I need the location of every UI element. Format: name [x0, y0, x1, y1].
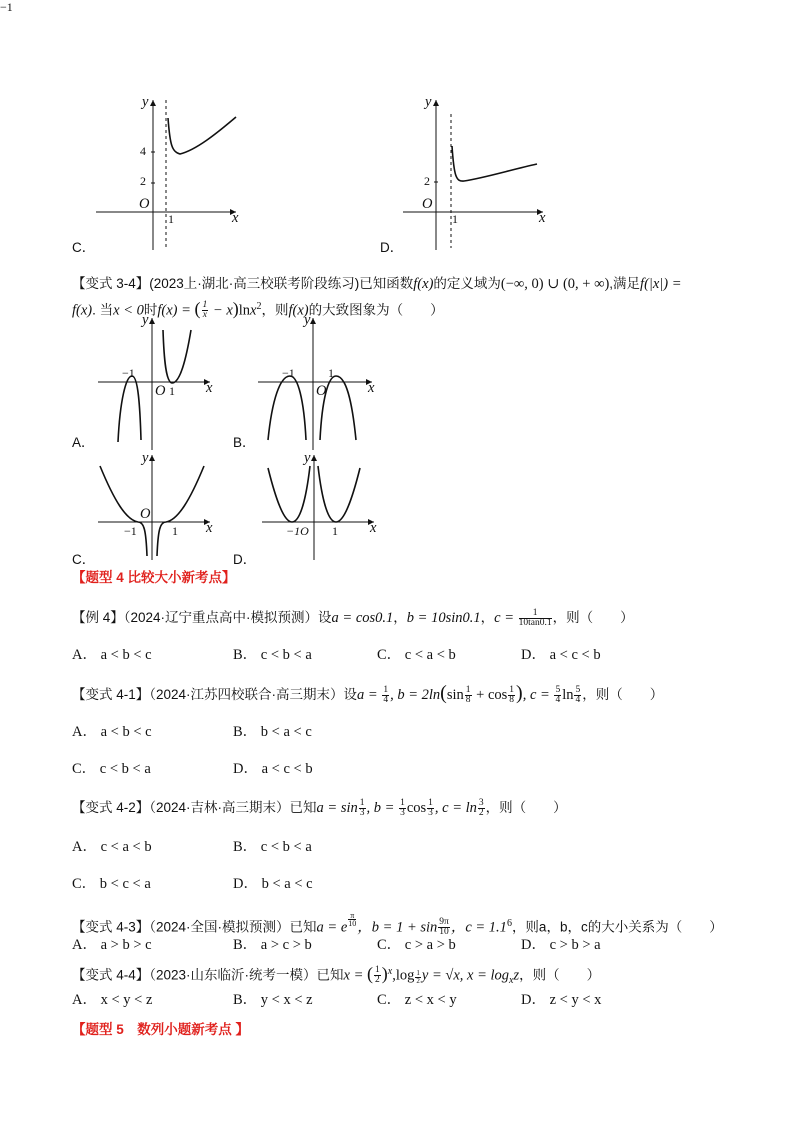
- v34-frac-den: x: [202, 310, 208, 321]
- v34a-x: x: [206, 380, 213, 396]
- v43-a-exp: [348, 912, 356, 927]
- v44-end: ，则（ ）: [519, 967, 601, 983]
- v41-a-den: 4: [383, 694, 389, 705]
- v43-c-exp: 6: [506, 918, 512, 929]
- ex4-source: （2024·辽宁重点高中·模拟预测）设: [123, 610, 332, 625]
- ex4-tag: 【例 4】: [72, 610, 124, 625]
- ex4-end: ，则（ ）: [552, 610, 634, 625]
- v41-question: 【变式 4-1】（2024·江苏四校联合·高三期末）设a = $\frac{1}{4}$ , b = 2ln(sin $\frac{1}{8}$ + cos $\frac{1}{8}$ ), c = $\frac{5}{4}$ ln $\frac{5}{4}$ ，则（ ）: [72, 682, 664, 705]
- graph-d-x-label: x: [539, 210, 546, 226]
- v34-text2: 的定义域为: [433, 276, 501, 291]
- graph-d-origin: O: [422, 196, 433, 212]
- v34-label-a: A．: [72, 435, 95, 450]
- type4-title: 【题型 4 比较大小新考点】: [72, 570, 236, 585]
- graph-d-tick-2: 2: [424, 174, 430, 188]
- v42-source: （2024·吉林·高三期末）已知: [149, 800, 317, 815]
- v42-option-d[interactable]: D． b < a < c: [233, 876, 313, 892]
- v34-x2: x: [250, 302, 257, 319]
- graph-d-y-label: y: [425, 94, 432, 110]
- v43-option-d[interactable]: D． c > b > a: [521, 937, 601, 953]
- v41-a-frac: [382, 686, 389, 705]
- v41-c-num1: 1: [509, 684, 515, 695]
- v41-c-den1: 8: [509, 694, 515, 705]
- v41-c-pre: , c =: [522, 687, 554, 703]
- option-d-label: D．: [380, 240, 404, 255]
- v43-a-exp-num: π: [350, 911, 355, 920]
- graph-c-y-label: y: [142, 94, 149, 110]
- ex4-c-den: 10tan0.1: [518, 617, 552, 628]
- v41-ln: ln: [562, 687, 574, 703]
- v44-x-den: 2: [375, 975, 380, 986]
- v34c-o: O: [140, 506, 151, 522]
- v44-log-den: 2: [416, 977, 420, 986]
- v41-c-num2: 5: [555, 684, 561, 695]
- v41-c-frac3: [574, 686, 581, 705]
- v44-question: 【变式 4-4】（2023·山东临沂·统考一模）已知x = ( $\frac{1}{2}$ )$^x$,log $_{\frac{1}{2}}$ y = √x, $x = \log_xz$，则（ ）: [72, 963, 601, 987]
- v41-b-pre: , b = 2ln: [390, 687, 441, 703]
- ex4-c-pre: c =: [494, 610, 518, 626]
- v41-tag: 【变式 4-1】: [72, 687, 150, 702]
- type5-title: 【题型 5 数列小题新考点 】: [72, 1022, 250, 1037]
- v34a-o: O: [155, 383, 166, 399]
- v34-xlt0: x < 0: [113, 302, 144, 319]
- v34a-neg1: −1: [0, 0, 13, 14]
- v44-log-num: 1: [416, 969, 420, 978]
- v41-option-c[interactable]: C． c < b < a: [72, 761, 151, 777]
- v34-frac-num: 1: [202, 300, 208, 311]
- v43-option-b[interactable]: B． a > c > b: [233, 937, 312, 953]
- v34-paren-open: (: [194, 298, 201, 319]
- v34-text3b: ，则: [261, 302, 289, 318]
- v41-c-frac2: [554, 686, 561, 705]
- v41-c-den3: 4: [575, 694, 581, 705]
- v42-n2: 1: [400, 797, 405, 808]
- v42-f4: [478, 799, 485, 818]
- v44-x-exp: x: [387, 966, 393, 977]
- ex4-option-d[interactable]: D． a < c < b: [521, 647, 601, 663]
- v34-paren-close: ): [232, 298, 239, 319]
- v41-end: ，则（ ）: [582, 687, 664, 702]
- v34c-one: 1: [172, 524, 178, 538]
- ex4-a: a = cos0.1: [331, 610, 394, 626]
- v42-d3: 3: [428, 807, 433, 818]
- v42-option-b[interactable]: B． c < b < a: [233, 839, 312, 855]
- v41-option-a[interactable]: A． a < b < c: [72, 724, 152, 740]
- v42-n1: 1: [359, 797, 365, 808]
- v42-d2: 3: [400, 807, 405, 818]
- v41-a-num: 1: [383, 684, 389, 695]
- v34a-neg1-label: −1: [122, 366, 135, 380]
- v41-s-den: 8: [465, 694, 471, 705]
- v41-option-b[interactable]: B． b < a < c: [233, 724, 312, 740]
- v42-a-pre: a = sin: [316, 800, 358, 816]
- v44-log-sub: x: [509, 975, 514, 987]
- v41-sin: sin: [446, 687, 464, 703]
- option-c-label: C．: [72, 240, 96, 255]
- v34d-x: x: [370, 520, 377, 536]
- v34-ln: ln: [238, 302, 251, 319]
- v34-tag: 【变式 3-4】: [72, 276, 150, 291]
- graph-c-x-label: x: [232, 210, 239, 226]
- v34-sup2: 2: [256, 301, 262, 312]
- v43-a-pre: a = e: [316, 919, 348, 936]
- v34-label-c: C．: [72, 552, 96, 567]
- v42-option-a[interactable]: A． c < a < b: [72, 839, 152, 855]
- ex4-option-a[interactable]: A． a < b < c: [72, 647, 152, 663]
- v42-d4: 2: [478, 807, 484, 818]
- v41-s-num: 1: [465, 684, 471, 695]
- v42-cos: cos: [406, 800, 427, 816]
- v43-c: ，c = 1.1: [450, 919, 507, 936]
- v34-label-b: B．: [233, 435, 256, 450]
- v42-n3: 1: [428, 797, 433, 808]
- v34b-o: O: [316, 383, 327, 399]
- v44-tag: 【变式 4-4】: [72, 967, 150, 983]
- v34d-y: y: [304, 450, 311, 466]
- v34c-neg1: −1: [124, 524, 137, 538]
- v43-option-a[interactable]: A． a > b > c: [72, 937, 152, 953]
- v34-minus-x: − x: [209, 302, 233, 319]
- v42-n4: 3: [478, 797, 484, 808]
- v43-tag: 【变式 4-3】: [72, 919, 150, 935]
- v34-line2-text2: 时: [143, 302, 158, 318]
- graph-c-tick-2: 2: [140, 174, 146, 188]
- v42-tag: 【变式 4-2】: [72, 800, 150, 815]
- v34b-x: x: [368, 380, 375, 396]
- v34b-y: y: [304, 312, 311, 328]
- graph-c-tick-4: 4: [140, 144, 146, 158]
- v41-source: （2024·江苏四校联合·高三期末）设: [149, 687, 358, 702]
- v44-log-base: [415, 970, 421, 985]
- ex4-b: b = 10sin0.1: [406, 610, 481, 626]
- v44-log-post: y = √x, x = log: [421, 967, 510, 984]
- v42-c-pre: , c = ln: [434, 800, 477, 816]
- v44-source: （2023·山东临沂·统考一模）已知: [149, 967, 344, 983]
- v42-option-c[interactable]: C． b < c < a: [72, 876, 151, 892]
- v34-fx: f(x): [413, 276, 434, 292]
- v34-fx-eq: f(x) =: [157, 302, 195, 319]
- v34a-y: y: [142, 312, 149, 328]
- v43-b-num: 9π: [439, 917, 449, 928]
- graph-c-origin: O: [139, 196, 150, 212]
- v41-s-frac: [465, 686, 472, 705]
- v43-end: ，则a，b，c的大小关系为（ ）: [511, 919, 723, 935]
- v34-source: (2023上·湖北·高三校联考阶段练习): [149, 276, 360, 291]
- v41-a-pre: a =: [357, 687, 382, 703]
- v42-end: ，则（ ）: [485, 800, 567, 815]
- v34d-neg1o: −1O: [286, 524, 309, 538]
- v43-option-c[interactable]: C． c > a > b: [377, 937, 456, 953]
- v43-b-den: 10: [439, 927, 449, 938]
- graph-d-tick-1: 1: [452, 212, 458, 226]
- v43-source: （2024·全国·模拟预测）已知: [149, 919, 317, 935]
- v44-option-a[interactable]: A． x < y < z: [72, 992, 153, 1008]
- v34-line2-text1: . 当: [92, 302, 114, 318]
- v44-option-d[interactable]: D． z < y < x: [521, 992, 602, 1008]
- v34-cond: f(|x|) =: [640, 276, 682, 292]
- v44-log-pre: ,log: [392, 967, 415, 984]
- v34c-y: y: [142, 450, 149, 466]
- v44-option-b[interactable]: B． y < x < z: [233, 992, 313, 1008]
- v34-label-d: D．: [233, 552, 257, 567]
- v34-fx2: f(x): [288, 302, 309, 319]
- graph-c-tick-1: 1: [168, 212, 174, 226]
- v44-x-frac: [374, 966, 381, 985]
- v42-b-pre: , b =: [366, 800, 399, 816]
- ex4-question: 【例 4】（2024·辽宁重点高中·模拟预测）设a = cos0.1，b = 10sin0.1，c = $\frac{1}{10\tan 0.1}$ ，则（ ）: [72, 607, 634, 628]
- v34-domain: (−∞, 0) ∪ (0, + ∞): [500, 276, 610, 292]
- v43-question: [72, 912, 723, 938]
- v44-x-pre: x =: [343, 967, 368, 984]
- v41-plus: + cos: [472, 687, 508, 703]
- v34-line2-fx: f(x): [72, 302, 93, 319]
- v34-text4: 的大致图象为（ ）: [308, 302, 444, 318]
- v34b-one: 1: [328, 366, 334, 380]
- v42-question: [72, 798, 567, 818]
- v43-b-pre: ，b = 1 + sin: [357, 919, 438, 936]
- ex4-c-frac: [519, 609, 552, 628]
- v34-text3: ,满足: [609, 276, 641, 291]
- v44-option-c[interactable]: C． z < x < y: [377, 992, 457, 1008]
- ex4-option-c[interactable]: C． c < a < b: [377, 647, 456, 663]
- v42-f3: [427, 799, 434, 818]
- v34b-neg1: −1: [282, 366, 295, 380]
- v44-log-end: z: [513, 967, 520, 984]
- v42-f2: [399, 799, 406, 818]
- v41-option-d[interactable]: D． a < c < b: [233, 761, 313, 777]
- v34d-one: 1: [332, 524, 338, 538]
- v43-a-exp-den: 10: [348, 919, 357, 928]
- v34c-x: x: [206, 520, 213, 536]
- v34-text1: 已知函数: [359, 276, 414, 291]
- v41-c-num3: 5: [575, 684, 581, 695]
- ex4-c-num: 1: [519, 609, 552, 619]
- v42-f1: [359, 799, 366, 818]
- v42-d1: 3: [359, 807, 365, 818]
- ex4-option-b[interactable]: B． c < b < a: [233, 647, 312, 663]
- v34a-one: 1: [169, 384, 175, 398]
- v41-c-frac1: [508, 686, 515, 705]
- v44-x-num: 1: [375, 965, 380, 976]
- v41-c-den2: 4: [555, 694, 561, 705]
